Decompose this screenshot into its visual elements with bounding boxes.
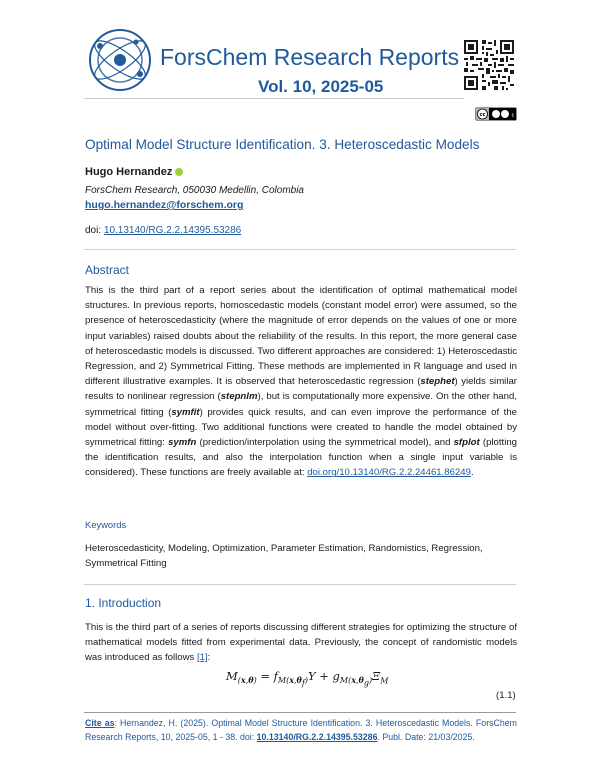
symfn-term: symfn — [168, 437, 197, 449]
abstract-part: ) provides quick results, and can even improve the performance of the model without over-fitting. Two additional functions were created to handle the model obtained by symmetrical fitting: — [85, 406, 518, 449]
orcid-icon[interactable] — [175, 168, 183, 176]
footer-divider — [84, 712, 516, 713]
reference-1-link[interactable]: [1] — [196, 652, 208, 664]
abstract-part: This is the third part of a report series about the identification of optimal mathematical model structures. In previous reports, homoscedastic models (constant model error) were assumed, so the presence of heteroscedasticity (where the magnitude of error depends on the values of one or more input variables) raised doubts about the reliability of the results. In this report, the more general case of heteroscedastic models is discussed. Two different approaches are considered: 1) Heteroscedastic Regression, and 2) Symmetrical Fitting. These methods are implemented in R language and used in different illustrative examples. It is observed that heteroscedastic regression ( — [85, 285, 517, 388]
citation-text: : Hernandez, H. (2025). Optimal Model Structure Identification. 3. Heteroscedastic Models. ForsChem Research Reports, 10, 2025-05, 1 - 38. doi: — [85, 718, 517, 742]
keywords-heading: Keywords — [85, 519, 127, 530]
abstract-part: ) yields similar results to nonlinear regression ( — [85, 376, 517, 403]
qr-code-icon[interactable] — [464, 40, 514, 90]
paper-title: Optimal Model Structure Identification. 3. Heteroscedastic Models — [85, 137, 480, 152]
journal-volume: Vol. 10, 2025-05 — [258, 77, 384, 96]
citation-doi-link[interactable]: 10.13140/RG.2.2.14395.53286 — [256, 732, 378, 742]
doi-link[interactable]: 10.13140/RG.2.2.14395.53286 — [103, 225, 242, 236]
abstract-text — [85, 283, 517, 481]
citation-footer — [85, 716, 517, 744]
forschem-logo-icon — [86, 26, 154, 94]
publication-date: . Publ. Date: 21/03/2025. — [377, 732, 475, 742]
keywords-text: Heteroscedasticity, Modeling, Optimization, Parameter Estimation, Randomistics, Regression, Symmetrical Fitting — [85, 543, 483, 570]
introduction-text — [85, 620, 517, 666]
section-divider — [84, 249, 516, 250]
abstract-end: . — [470, 467, 474, 479]
doi-label: doi: — [85, 225, 102, 236]
abstract-part: (prediction/interpolation using the symmetrical model), and — [196, 437, 454, 449]
stepnlm-term: stepnlm — [220, 391, 258, 403]
author-name — [85, 166, 183, 178]
author-affiliation: ForsChem Research, 050030 Medellin, Colombia — [85, 185, 304, 196]
functions-doi-link[interactable]: doi.org/10.13140/RG.2.2.24461.86249 — [307, 467, 471, 479]
symfit-term: symfit — [171, 406, 200, 418]
svg-text:cc: cc — [479, 112, 486, 118]
stephet-term: stephet — [420, 376, 455, 388]
abstract-heading: Abstract — [85, 263, 130, 277]
author-email-link[interactable]: hugo.hernandez@forschem.org — [85, 199, 244, 211]
header-divider — [84, 98, 464, 99]
abstract-part: ), but is computationally more expensive. On the other hand, symmetrical fitting ( — [85, 391, 517, 418]
intro-body: This is the third part of a series of reports discussing different strategies for optimizing the structure of mathematical models fitted from experimental data. Previously, the concept of randomistic models was introduced as follows — [85, 622, 517, 664]
doi-line — [85, 225, 241, 236]
equation-number: (1.1) — [496, 690, 516, 701]
svg-text:$: $ — [511, 112, 515, 118]
sfplot-term: sfplot — [453, 437, 480, 449]
equation-1-1: $M_{(x,\theta)} = f_{M(x,\theta_f)}\Upsilon + g_{M(x,\theta_g)}\Xi_M$ — [226, 669, 389, 688]
abstract-part: (plotting the identification results, and also the interpolation function when a single input variable is considered). These functions are freely available at: — [85, 437, 518, 479]
author-name-text: Hugo Hernandez — [85, 166, 173, 178]
creative-commons-license-icon[interactable] — [475, 107, 517, 121]
journal-name: ForsChem Research Reports — [160, 44, 460, 70]
introduction-heading: 1. Introduction — [85, 596, 162, 610]
section-divider — [84, 584, 516, 585]
cite-as-label: Cite as — [85, 718, 115, 728]
intro-end: : — [207, 652, 211, 664]
